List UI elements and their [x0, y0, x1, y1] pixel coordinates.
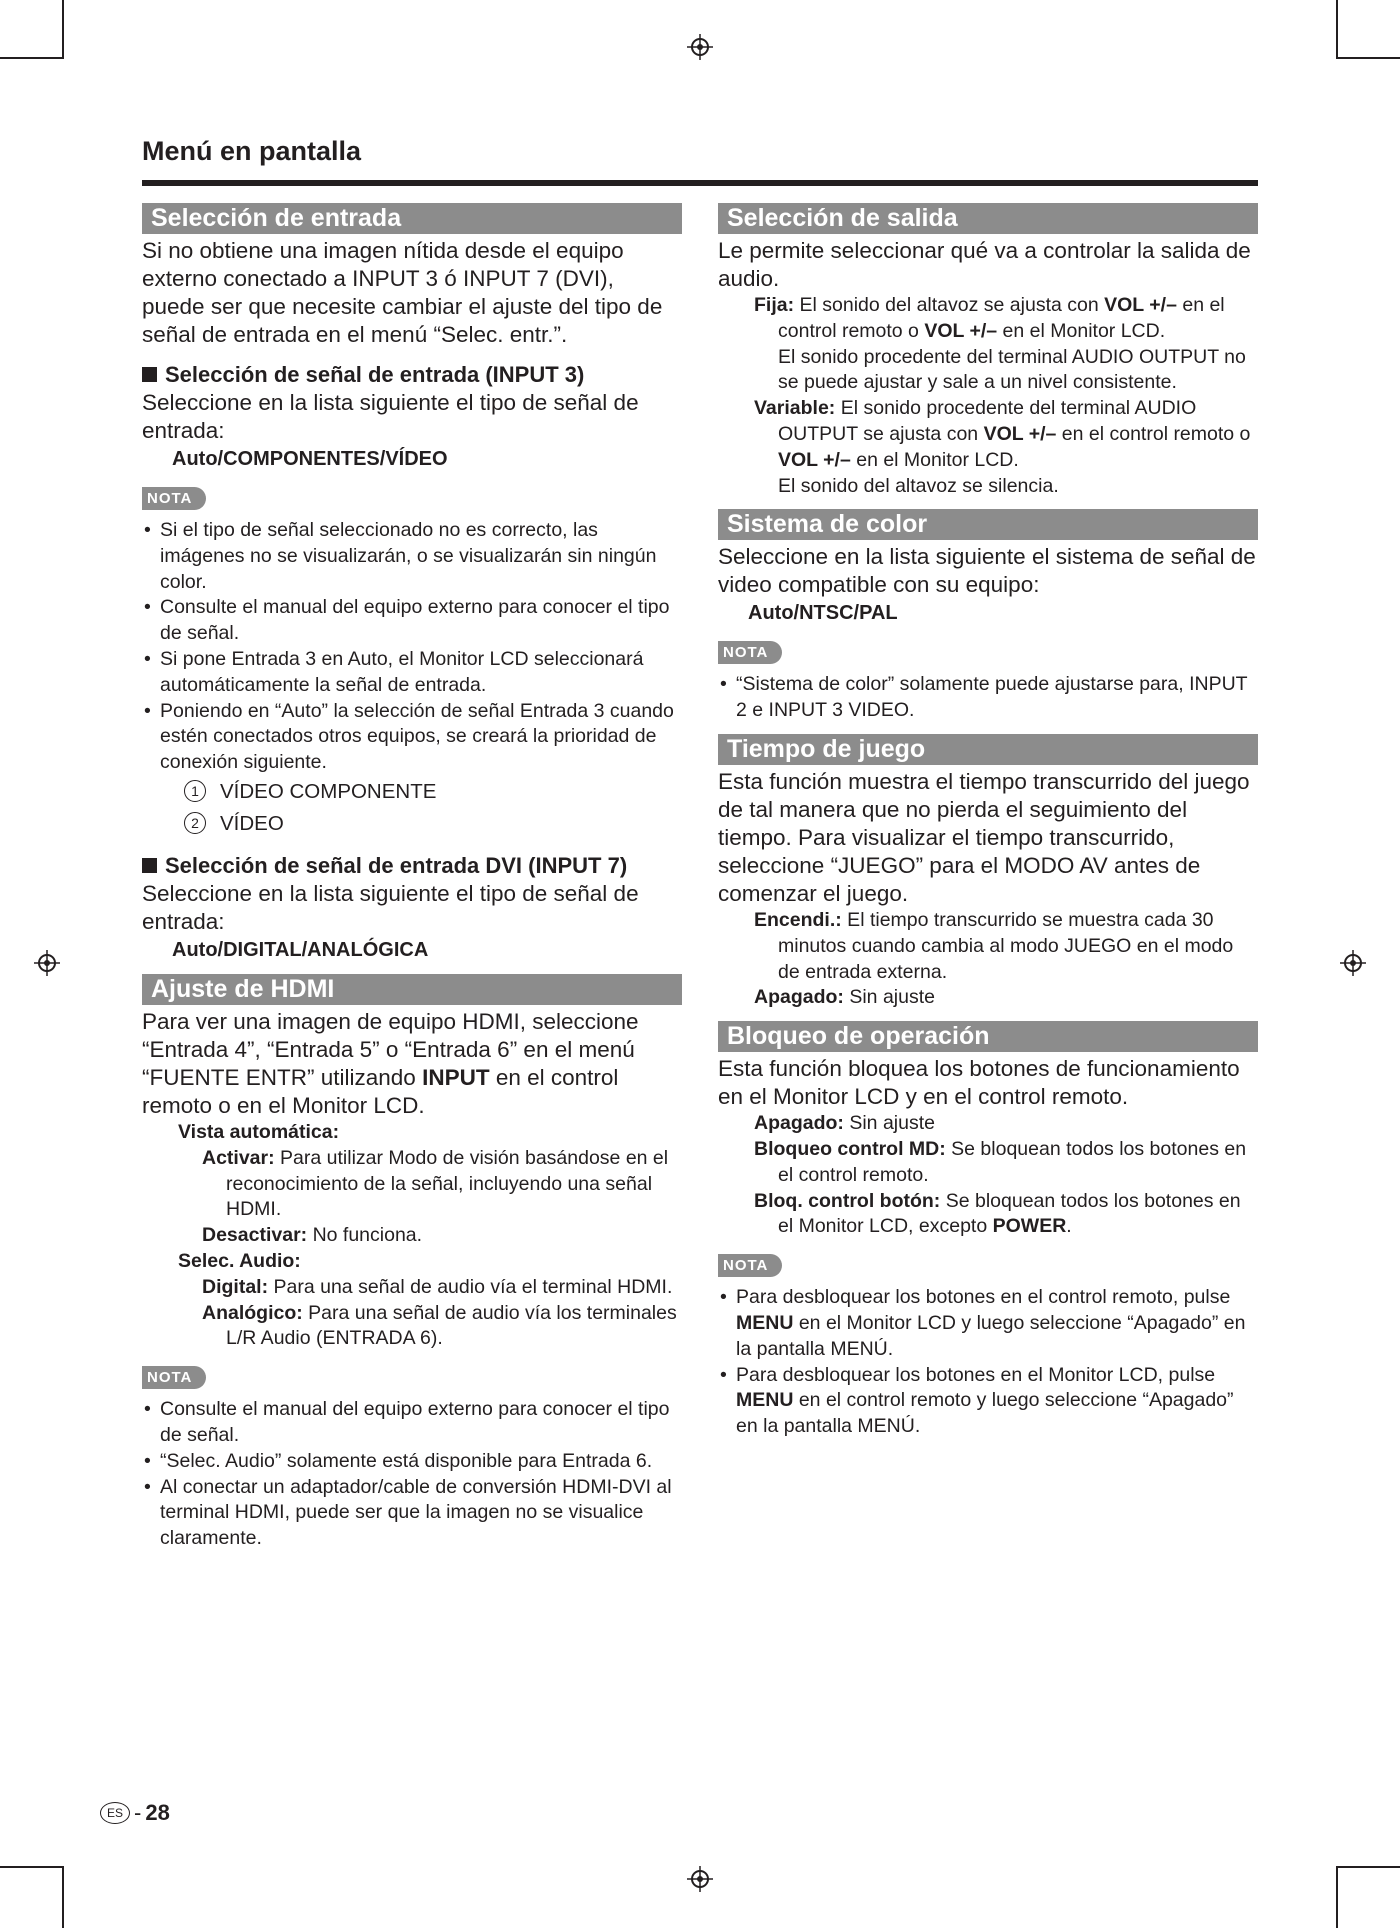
- options-list: Auto/COMPONENTES/VÍDEO: [172, 448, 448, 470]
- square-bullet-icon: [142, 858, 157, 873]
- nota-label: NOTA: [142, 487, 206, 510]
- right-column: [718, 203, 1258, 1440]
- definition-item: Bloqueo control MD: Se bloquean todos los botones en el control remoto.: [754, 1137, 1247, 1186]
- definition-group-title: Selec. Audio:: [178, 1249, 301, 1272]
- definition-item: Variable: El sonido procedente del terminal AUDIO OUTPUT se ajusta con VOL +/– en el control remoto o VOL +/– en el Monitor LCD.: [754, 397, 1251, 471]
- notes-list: [718, 672, 1258, 724]
- definition-item: Apagado: Sin ajuste: [754, 1112, 935, 1135]
- section-heading-sistema-color: Sistema de color: [718, 509, 1258, 540]
- page-title: Menú en pantalla: [142, 136, 362, 166]
- notes-list: [142, 518, 682, 776]
- notes-list: [718, 1285, 1258, 1440]
- paragraph: Seleccione en la lista siguiente el sistema de señal de video compatible con su equipo:: [718, 544, 1256, 598]
- title-rule: [142, 180, 1258, 186]
- circled-number: 1: [184, 780, 206, 802]
- subsection-title: [142, 361, 682, 389]
- definition-group-title: Vista automática:: [178, 1120, 340, 1143]
- registration-mark-icon: [1340, 950, 1366, 976]
- options-list: Auto/DIGITAL/ANALÓGICA: [172, 938, 429, 961]
- definition-item: Apagado: Sin ajuste: [754, 986, 935, 1009]
- note-item: • Para desbloquear los botones en el Monitor LCD, pulse MENU en el control remoto y luego seleccione “Apagado” en la pantalla MENÚ.: [718, 1363, 1258, 1440]
- note-item: • Si pone Entrada 3 en Auto, el Monitor LCD seleccionará automáticamente la señal de entrada.: [142, 647, 682, 699]
- paragraph: Para ver una imagen de equipo HDMI, seleccione “Entrada 4”, “Entrada 5” o “Entrada 6” en el menú “FUENTE ENTR” utilizando INPUT en el control remoto o en el Monitor LCD.: [142, 1008, 639, 1118]
- priority-label: VÍDEO: [220, 811, 284, 835]
- circled-number: 2: [184, 812, 206, 834]
- page-number: 28: [145, 1800, 170, 1825]
- priority-item: [142, 776, 682, 808]
- paragraph: Esta función muestra el tiempo transcurrido del juego de tal manera que no pierda el seguimiento del tiempo. Para visualizar el tiempo transcurrido, seleccione “JUEGO” para el MODO AV antes de comenzar el juego.: [718, 768, 1250, 906]
- definition-item: Digital: Para una señal de audio vía el terminal HDMI.: [202, 1275, 673, 1298]
- square-bullet-icon: [142, 367, 157, 382]
- note-item: • Al conectar un adaptador/cable de conversión HDMI-DVI al terminal HDMI, puede ser que la imagen no se visualice claramente.: [142, 1475, 682, 1552]
- priority-item: [142, 808, 682, 840]
- section-heading-seleccion-salida: Selección de salida: [718, 203, 1258, 234]
- section-heading-bloqueo: Bloqueo de operación: [718, 1021, 1258, 1052]
- note-item: • Para desbloquear los botones en el control remoto, pulse MENU en el Monitor LCD y luego seleccione “Apagado” en la pantalla MENÚ.: [718, 1285, 1258, 1362]
- language-badge: ES: [100, 1802, 130, 1824]
- note-item: • “Selec. Audio” solamente está disponible para Entrada 6.: [142, 1449, 682, 1475]
- crop-mark: [0, 57, 64, 59]
- note-item: • “Sistema de color” solamente puede ajustarse para, INPUT 2 e INPUT 3 VIDEO.: [718, 672, 1258, 724]
- definition-item: Encendi.: El tiempo transcurrido se muestra cada 30 minutos cuando cambia al modo JUEGO en el modo de entrada externa.: [754, 908, 1234, 983]
- crop-mark: [1336, 0, 1338, 59]
- subsection-title-text: Selección de señal de entrada DVI (INPUT 7): [165, 852, 628, 878]
- crop-mark: [62, 1866, 64, 1928]
- section-heading-ajuste-hdmi: Ajuste de HDMI: [142, 974, 682, 1005]
- paragraph: Le permite seleccionar qué va a controlar la salida de audio.: [718, 238, 1251, 291]
- definition-item: Bloq. control botón: Se bloquean todos los botones en el Monitor LCD, excepto POWER.: [754, 1189, 1241, 1238]
- note-item: • Poniendo en “Auto” la selección de señal Entrada 3 cuando estén conectados otros equipos, se creará la prioridad de conexión siguiente.: [142, 699, 682, 776]
- definition-extra: El sonido procedente del terminal AUDIO OUTPUT no se puede ajustar y sale a un nivel consistente.: [778, 345, 1246, 394]
- paragraph: Si no obtiene una imagen nítida desde el equipo externo conectado a INPUT 3 ó INPUT 7 (DVI), puede ser que necesite cambiar el ajuste del tipo de señal de entrada en el menú “Selec. entr.”.: [142, 238, 663, 347]
- notes-list: [142, 1397, 682, 1552]
- priority-label: VÍDEO COMPONENTE: [220, 779, 437, 803]
- registration-mark-icon: [687, 1866, 713, 1892]
- page-footer: [100, 1800, 170, 1826]
- registration-mark-icon: [687, 34, 713, 60]
- paragraph: Seleccione en la lista siguiente el tipo de señal de entrada:: [142, 390, 639, 443]
- paragraph: Seleccione en la lista siguiente el tipo de señal de entrada:: [142, 880, 639, 934]
- left-column: [142, 203, 682, 1552]
- crop-mark: [0, 1866, 64, 1868]
- definition-item: Desactivar: No funciona.: [202, 1224, 423, 1247]
- section-heading-seleccion-entrada: Selección de entrada: [142, 203, 682, 234]
- crop-mark: [1336, 1866, 1400, 1868]
- definition-item: Activar: Para utilizar Modo de visión basándose en el reconocimiento de la señal, incluyendo una señal HDMI.: [202, 1146, 669, 1221]
- definition-item: Analógico: Para una señal de audio vía los terminales L/R Audio (ENTRADA 6).: [202, 1301, 677, 1350]
- crop-mark: [1336, 1866, 1338, 1928]
- note-item: • Consulte el manual del equipo externo para conocer el tipo de señal.: [142, 595, 682, 647]
- nota-label: NOTA: [718, 1254, 782, 1277]
- subsection-title-text: Selección de señal de entrada (INPUT 3): [165, 362, 585, 387]
- crop-mark: [62, 0, 64, 59]
- note-item: • Consulte el manual del equipo externo para conocer el tipo de señal.: [142, 1397, 682, 1449]
- registration-mark-icon: [34, 950, 60, 976]
- definition-extra: El sonido del altavoz se silencia.: [778, 474, 1059, 497]
- nota-label: NOTA: [142, 1366, 206, 1389]
- section-heading-tiempo-juego: Tiempo de juego: [718, 734, 1258, 765]
- crop-mark: [1336, 57, 1400, 59]
- options-list: Auto/NTSC/PAL: [748, 602, 898, 625]
- nota-label: NOTA: [718, 641, 782, 664]
- footer-separator: -: [134, 1800, 142, 1825]
- subsection-title: [142, 852, 682, 880]
- note-item: • Si el tipo de señal seleccionado no es correcto, las imágenes no se visualizarán, o se visualizarán sin ningún color.: [142, 518, 682, 595]
- paragraph: Esta función bloquea los botones de funcionamiento en el Monitor LCD y en el control remoto.: [718, 1056, 1240, 1110]
- definition-item: Fija: El sonido del altavoz se ajusta con VOL +/– en el control remoto o VOL +/– en el Monitor LCD.: [754, 294, 1225, 342]
